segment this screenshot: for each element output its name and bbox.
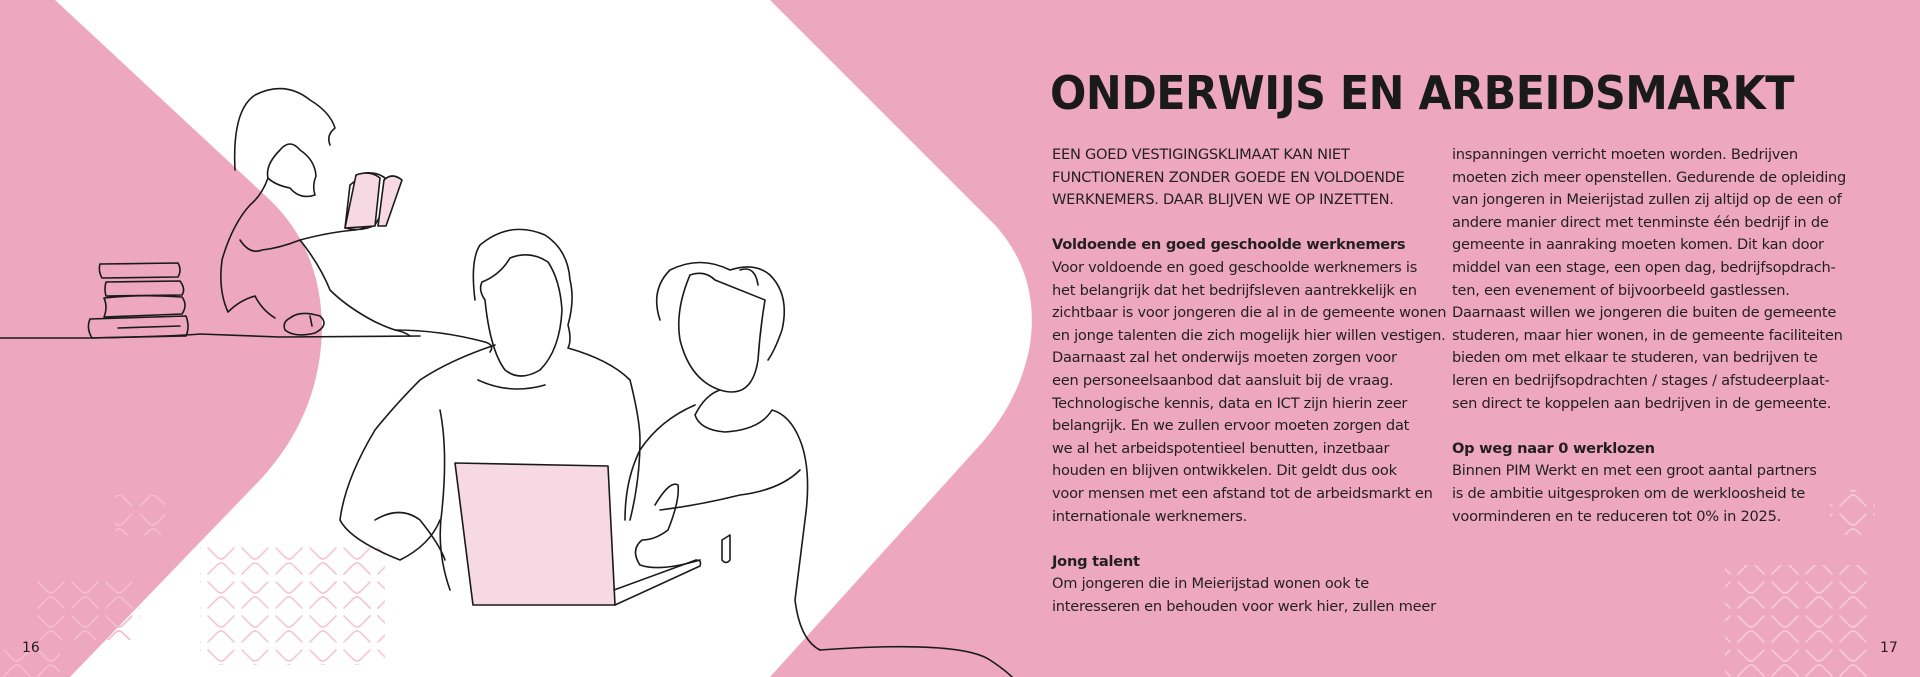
body-line: Daarnaast willen we jongeren die buiten de gemeente bbox=[1452, 304, 1837, 322]
body-line: Daarnaast zal het onderwijs moeten zorgen voor bbox=[1052, 349, 1397, 367]
section-heading-werklozen: Op weg naar 0 werklozen bbox=[1452, 439, 1655, 457]
section-heading-jong-talent: Jong talent bbox=[1052, 552, 1140, 570]
body-line: van jongeren in Meierijstad zullen zij altijd op de een of bbox=[1452, 191, 1842, 209]
body-line: we al het arbeidspotentieel benutten, inzetbaar bbox=[1052, 439, 1390, 457]
body-line: studeren, maar hier wonen, in de gemeente faciliteiten bbox=[1452, 326, 1843, 344]
body-line: sen direct te koppelen aan bedrijven in de gemeente. bbox=[1452, 394, 1832, 412]
section-heading-voldoende: Voldoende en goed geschoolde werknemers bbox=[1052, 236, 1406, 254]
body-line: is de ambitie uitgesproken om de werkloosheid te bbox=[1452, 484, 1806, 502]
body-line: belangrijk. En we zullen ervoor moeten zorgen dat bbox=[1052, 417, 1410, 435]
body-line: Technologische kennis, data en ICT zijn hierin zeer bbox=[1052, 394, 1408, 412]
body-line: internationale werknemers. bbox=[1052, 507, 1248, 525]
body-line: een personeelsaanbod dat aansluit bij de vraag. bbox=[1052, 371, 1394, 389]
section-body-jong-talent bbox=[1052, 573, 1447, 618]
intro-line: WERKNEMERS. DAAR BLIJVEN WE OP INZETTEN. bbox=[1052, 191, 1394, 209]
page-number-left: 16 bbox=[22, 640, 40, 656]
body-line: Voor voldoende en goed geschoolde werknemers is bbox=[1052, 258, 1418, 276]
section-body-jong-talent-continued bbox=[1452, 144, 1847, 415]
body-line: bieden om met elkaar te studeren, van bedrijven te bbox=[1452, 349, 1818, 367]
body-line: voor mensen met een afstand tot de arbeidsmarkt en bbox=[1052, 484, 1433, 502]
laptop-icon bbox=[455, 463, 615, 605]
body-line: middel van een stage, een open dag, bedrijfsopdrach- bbox=[1452, 258, 1836, 276]
body-line: andere manier direct met tenminste één bedrijf in de bbox=[1452, 213, 1829, 231]
intro-line: FUNCTIONEREN ZONDER GOEDE EN VOLDOENDE bbox=[1052, 168, 1405, 186]
body-line: en jonge talenten die zich mogelijk hier willen vestigen. bbox=[1052, 326, 1446, 344]
intro-paragraph bbox=[1052, 144, 1447, 212]
section-body-voldoende bbox=[1052, 257, 1447, 528]
body-line: inspanningen verricht moeten worden. Bedrijven bbox=[1452, 146, 1798, 163]
section-body-werklozen bbox=[1452, 460, 1847, 528]
body-line: interesseren en behouden voor werk hier, zullen meer bbox=[1052, 597, 1436, 615]
text-column-left bbox=[1052, 144, 1447, 618]
body-line: voorminderen en te reduceren tot 0% in 2025. bbox=[1452, 507, 1781, 525]
page-number-right: 17 bbox=[1880, 640, 1898, 656]
body-line: Binnen PIM Werkt en met een groot aantal partners bbox=[1452, 462, 1817, 480]
text-column-right bbox=[1452, 144, 1847, 528]
body-line: gemeente in aanraking moeten komen. Dit kan door bbox=[1452, 236, 1824, 254]
body-line: het belangrijk dat het bedrijfsleven aantrekkelijk en bbox=[1052, 281, 1417, 299]
body-line: houden en blijven ontwikkelen. Dit geldt dus ook bbox=[1052, 462, 1397, 480]
intro-line: EEN GOED VESTIGINGSKLIMAAT KAN NIET bbox=[1052, 146, 1350, 163]
books-stack-icon bbox=[88, 263, 188, 338]
body-line: leren en bedrijfsopdrachten / stages / afstudeerplaat- bbox=[1452, 371, 1830, 389]
body-line: moeten zich meer openstellen. Gedurende de opleiding bbox=[1452, 168, 1847, 186]
body-line: zichtbaar is voor jongeren die al in de gemeente wonen bbox=[1052, 304, 1447, 322]
body-line: Om jongeren die in Meierijstad wonen ook te bbox=[1052, 575, 1370, 593]
page-title: ONDERWIJS EN ARBEIDSMARKT bbox=[1050, 66, 1794, 120]
body-line: ten, een evenement of bijvoorbeeld gastlessen. bbox=[1452, 281, 1790, 299]
